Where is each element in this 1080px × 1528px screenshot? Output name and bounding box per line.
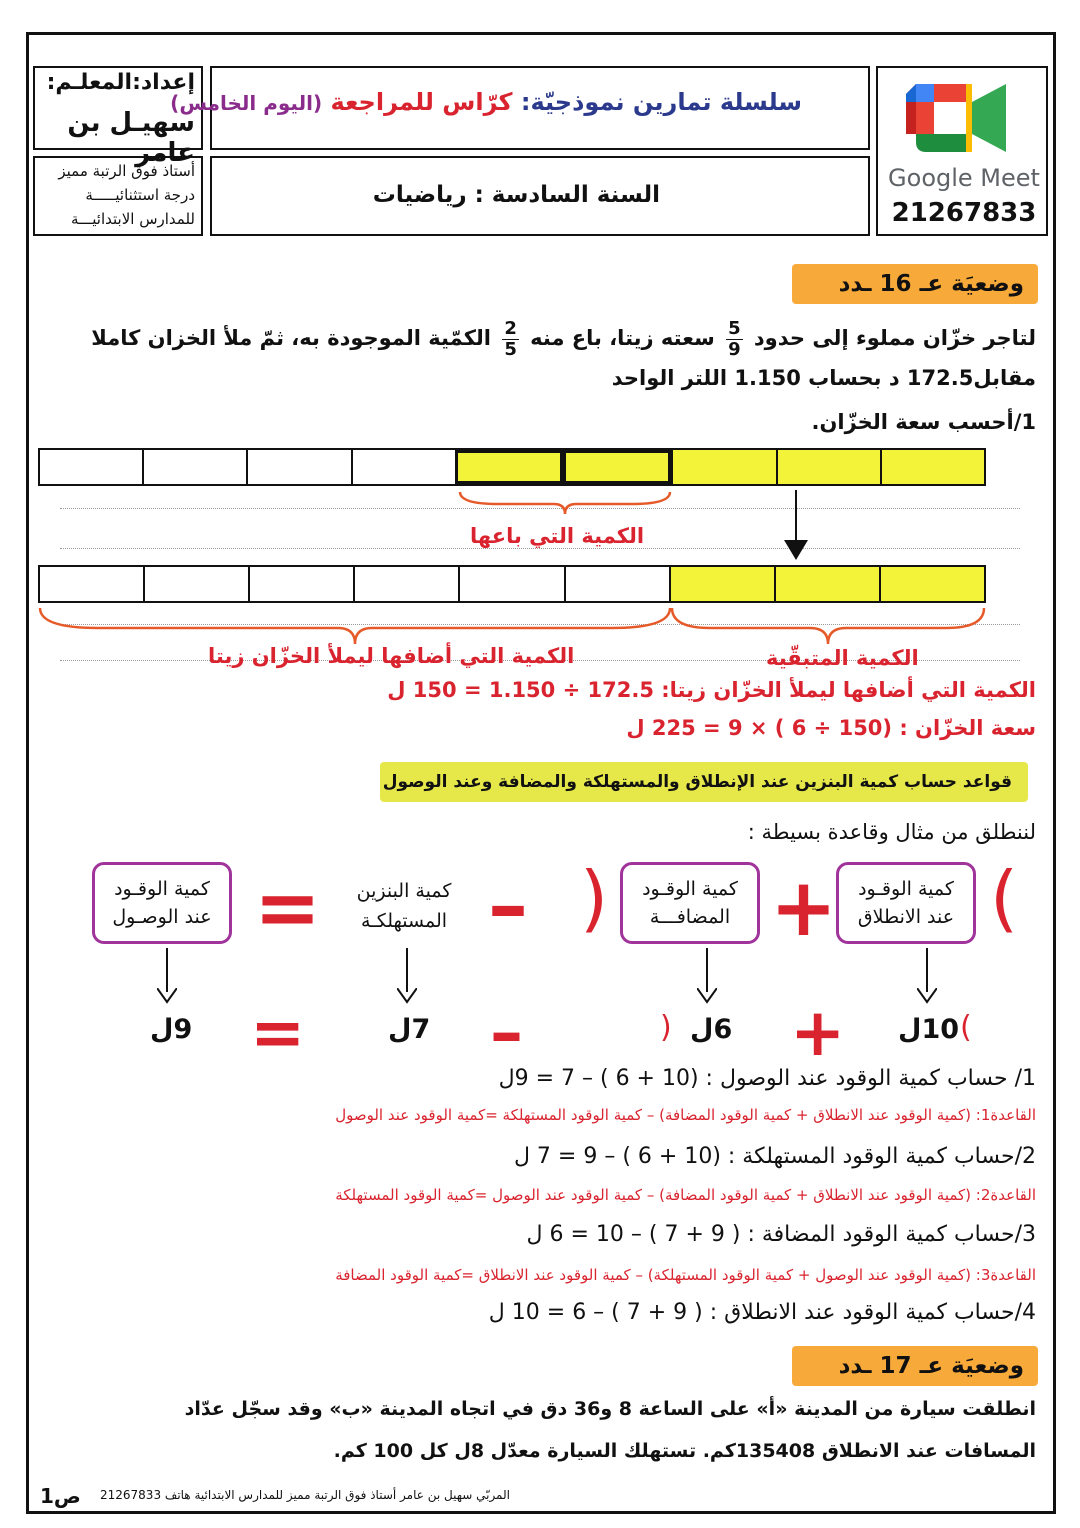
bar-cell (40, 450, 142, 484)
bar-cell-filled (669, 567, 774, 601)
bar-cell (351, 450, 455, 484)
arrow-line (166, 948, 168, 992)
situation16-title (792, 264, 1038, 304)
bar-cell (458, 567, 563, 601)
rule1: القاعدة1: (كمية الوقود عند الانطلاق + كمية الوقود المضافة) – كمية الوقود المستهلكة =كمية الوقود عند الوصول (335, 1106, 1036, 1124)
author-desc2: درجة استثنائيـــــة (85, 186, 195, 204)
box-arrival: كمية الوقـود عند الوصـول (92, 862, 232, 944)
box-added: كمية الوقـود المضافـــة (620, 862, 760, 944)
meet-label: Google Meet (888, 164, 1040, 192)
situation16-title-text: وضعيَة عـ 16 ـدد (838, 271, 1024, 297)
rule3: القاعدة3: (كمية الوقود عند الوصول + كمية الوقود المستهلكة) – كمية الوقود عند الانطلاق =كمية الوقود المضافة (335, 1266, 1036, 1284)
value-start: 10ل (898, 1014, 960, 1045)
bar-cell (143, 567, 248, 601)
value-added: 6ل (690, 1014, 733, 1045)
arrow-down-icon (397, 988, 417, 1004)
calc2: 2/حساب كمية الوقود المستهلكة : (10 + 6 ) – 9 = 7 ل (513, 1144, 1036, 1169)
minus-sign-values: – (490, 994, 523, 1071)
google-meet-logo (906, 80, 1016, 156)
situation16-line1 (91, 316, 1036, 360)
bar-cell-filled (563, 450, 671, 484)
situation16-question: 1/أحسب سعة الخزّان. (811, 410, 1036, 434)
bar-cell (246, 450, 350, 484)
calc3: 3/حساب كمية الوقود المضافة : ( 9 + 7 ) – 10 = 6 ل (526, 1222, 1036, 1247)
bar-cell-filled (776, 450, 880, 484)
header-logo-box (876, 66, 1048, 236)
bar-cell (564, 567, 669, 601)
line1-c: الكمّية الموجودة به، ثمّ ملأ الخزان كاملا (91, 326, 491, 350)
series-day: (اليوم الخامس) (170, 91, 323, 115)
arrow-down-icon (697, 988, 717, 1004)
arrow-down-icon (917, 988, 937, 1004)
frac2-num: 2 (504, 317, 517, 339)
arrow-down-line (795, 490, 797, 546)
series-title: سلسلة تمارين نموذجيّة: (520, 88, 802, 116)
frac1-den: 9 (728, 338, 741, 360)
author-desc3: للمدارس الابتدائيـــة (71, 210, 195, 228)
rule2: القاعدة2: (كمية الوقود عند الانطلاق + كمية الوقود المضافة) – كمية الوقود عند الوصول =كمية الوقود المستهلكة (335, 1186, 1036, 1204)
calc1: 1/ حساب كمية الوقود عند الوصول : (10 + 6 ) – 7 = 9ل (498, 1066, 1036, 1091)
rules-intro: لننطلق من مثال وقاعدة بسيطة : (747, 820, 1036, 844)
brace-remaining (670, 606, 986, 646)
paren-open-values: ( (960, 1010, 972, 1045)
fraction-five-ninths (726, 319, 743, 360)
arrow-line (926, 948, 928, 992)
situation17-line1: انطلقت سيارة من المدينة «أ» على الساعة 8 و36 دق في اتجاه المدينة «ب» وقد سجّل عدّاد (184, 1398, 1036, 1420)
situation16-line2: مقابل172.5 د بحساب 1.150 اللتر الواحد (611, 366, 1036, 390)
calc4: 4/حساب كمية الوقود عند الانطلاق : ( 9 + 7 ) – 6 = 10 ل (488, 1300, 1036, 1325)
header-title-box (170, 66, 870, 150)
header-grade-box (210, 156, 870, 236)
arrow-down-icon (157, 988, 177, 1004)
paren-close-values: ) (660, 1010, 672, 1045)
fraction-two-fifths (502, 319, 519, 360)
bar-cell (142, 450, 246, 484)
line1-a: لتاجر خزّان مملوء إلى حدود (753, 326, 1036, 350)
author-label: إعداد:المعلـم: (46, 70, 195, 95)
brace-added (38, 606, 672, 646)
bar-cell (248, 567, 353, 601)
author-desc1: أستاذ فوق الرتبة مميز (58, 162, 195, 180)
grade-label: السنة السادسة : رياضيات (372, 182, 660, 208)
paren-close: ) (580, 856, 609, 940)
bar-cell-filled (671, 450, 775, 484)
label-remaining: الكمية المتبقّية (766, 646, 919, 670)
value-consumed: 7ل (388, 1014, 431, 1045)
meet-number: 21267833 (891, 198, 1037, 228)
bar-cell (40, 567, 143, 601)
dotted-line (60, 548, 1020, 549)
bar-bottom (38, 565, 986, 603)
series-title-line (170, 88, 802, 116)
bar-cell-filled (879, 567, 984, 601)
line1-b: سعته زيتا، باع منه (530, 326, 715, 350)
rules-title (380, 762, 1028, 802)
arrow-down-icon (784, 540, 808, 562)
frac1-num: 5 (728, 317, 741, 339)
series-sub: كرّاس للمراجعة (330, 88, 513, 116)
situation17-title (792, 1346, 1038, 1386)
brace-sold (458, 490, 672, 516)
equals-sign: = (254, 861, 322, 954)
paren-open: ( (990, 856, 1019, 940)
box-start: كمية الوقـود عند الانطلاق (836, 862, 976, 944)
bar-cell (353, 567, 458, 601)
rules-title-text: قواعد حساب كمية البنزين عند الإنطلاق والمستهلكة والمضافة وعند الوصول (382, 772, 1012, 792)
frac2-den: 5 (504, 338, 517, 360)
label-consumed: كمية البنزين المستهلكـة (356, 880, 452, 932)
arrow-line (706, 948, 708, 992)
footer-text: المربّي سهيل بن عامر أستاذ فوق الرتبة مميز للمدارس الابتدائية هاتف 21267833 (100, 1488, 510, 1502)
plus-sign-values: + (790, 994, 846, 1071)
plus-sign: + (770, 861, 838, 954)
bar-cell-filled (774, 567, 879, 601)
bar-top (38, 448, 986, 486)
answer1: الكمية التي أضافها ليملأ الخزّان زيتا: 172.5 ÷ 1.150 = 150 ل (387, 678, 1036, 702)
minus-sign: – (488, 859, 528, 952)
label-sold: الكمية التي باعها (470, 524, 645, 548)
answer2: سعة الخزّان : (150 ÷ 6 ) × 9 = 225 ل (626, 716, 1036, 740)
author-name: سهيـل بن عامر (67, 108, 195, 168)
arrow-line (406, 948, 408, 992)
header-desc-box (33, 156, 203, 236)
situation17-line2: المسافات عند الانطلاق 135408كم. تستهلك السيارة معدّل 8ل كل 100 كم. (333, 1440, 1036, 1462)
equals-sign-values: = (250, 994, 306, 1071)
situation17-title-text: وضعيَة عـ 17 ـدد (838, 1353, 1024, 1379)
bar-cell-filled (880, 450, 984, 484)
bar-cell-filled (455, 450, 563, 484)
value-arrival: 9ل (150, 1014, 193, 1045)
footer-page: ص1 (40, 1484, 81, 1508)
label-added: الكمية التي أضافها ليملأ الخزّان زيتا (208, 644, 575, 668)
